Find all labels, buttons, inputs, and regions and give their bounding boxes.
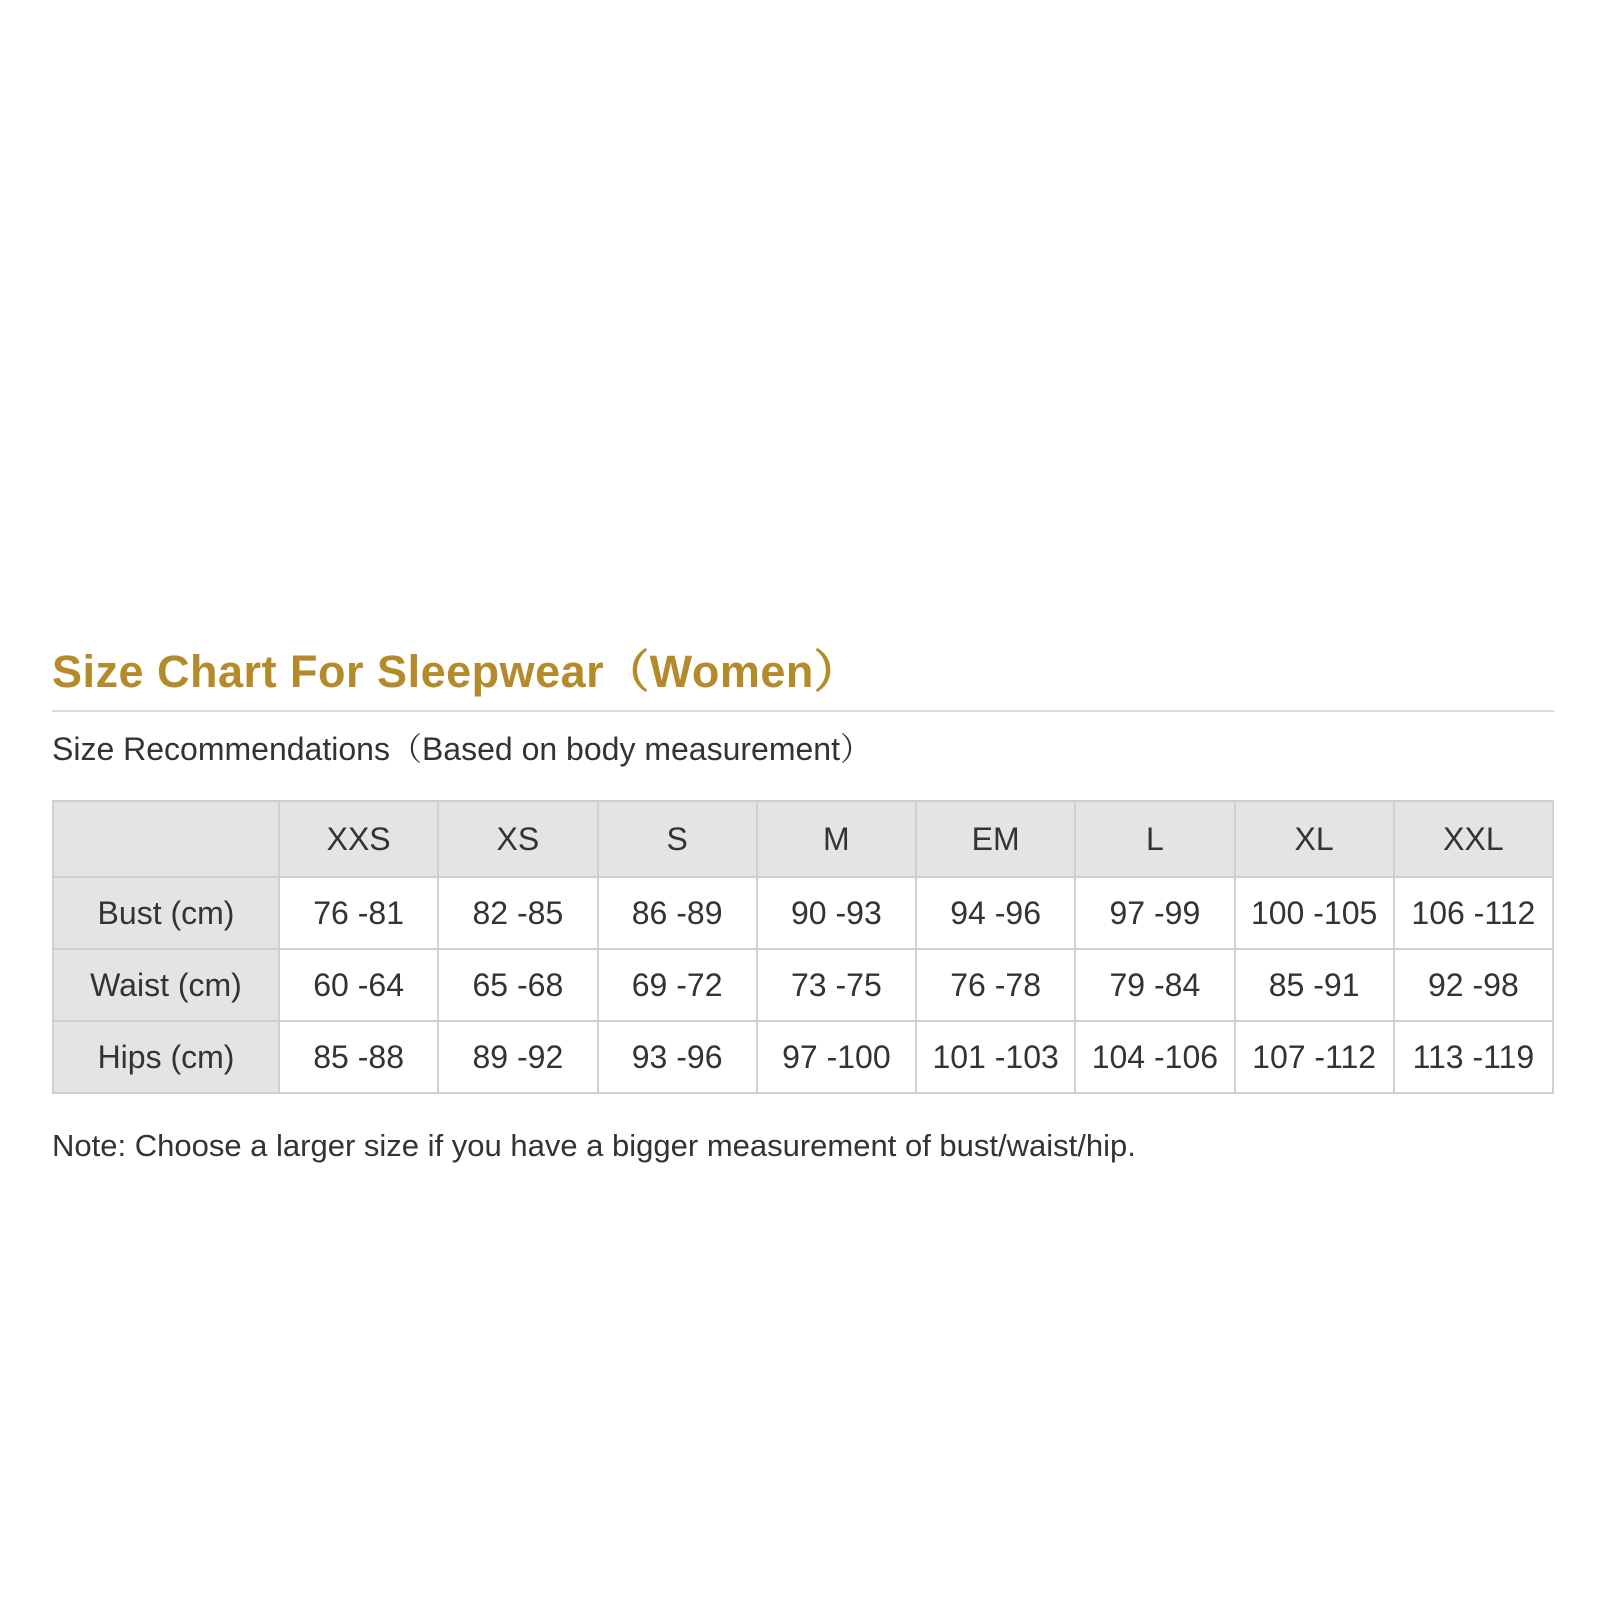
size-header-cell: S bbox=[598, 801, 757, 877]
table-cell: 90 -93 bbox=[757, 877, 916, 949]
table-cell: 106 -112 bbox=[1394, 877, 1553, 949]
table-row-hips bbox=[53, 1021, 1553, 1093]
size-header-row bbox=[53, 801, 1553, 877]
table-row-bust bbox=[53, 877, 1553, 949]
table-cell: 94 -96 bbox=[916, 877, 1075, 949]
table-row-waist bbox=[53, 949, 1553, 1021]
table-cell: 86 -89 bbox=[598, 877, 757, 949]
size-header-cell: EM bbox=[916, 801, 1075, 877]
table-cell: 73 -75 bbox=[757, 949, 916, 1021]
row-label-bust: Bust (cm) bbox=[53, 877, 279, 949]
table-cell: 100 -105 bbox=[1235, 877, 1394, 949]
size-header-cell: XXS bbox=[279, 801, 438, 877]
size-chart-section bbox=[52, 640, 1554, 1168]
table-cell: 97 -99 bbox=[1075, 877, 1234, 949]
table-cell: 85 -88 bbox=[279, 1021, 438, 1093]
table-cell: 79 -84 bbox=[1075, 949, 1234, 1021]
table-cell: 85 -91 bbox=[1235, 949, 1394, 1021]
size-header-cell: XXL bbox=[1394, 801, 1553, 877]
table-cell: 104 -106 bbox=[1075, 1021, 1234, 1093]
size-header-cell: L bbox=[1075, 801, 1234, 877]
size-header-cell: M bbox=[757, 801, 916, 877]
table-cell: 76 -78 bbox=[916, 949, 1075, 1021]
table-cell: 89 -92 bbox=[438, 1021, 597, 1093]
table-cell: 60 -64 bbox=[279, 949, 438, 1021]
table-cell: 92 -98 bbox=[1394, 949, 1553, 1021]
size-header-cell: XL bbox=[1235, 801, 1394, 877]
sizing-note: Note: Choose a larger size if you have a bigger measurement of bust/waist/hip. bbox=[52, 1128, 1136, 1163]
table-cell: 101 -103 bbox=[916, 1021, 1075, 1093]
page-title: Size Chart For Sleepwear（Women） bbox=[52, 646, 860, 697]
table-cell: 97 -100 bbox=[757, 1021, 916, 1093]
table-corner-cell bbox=[53, 801, 279, 877]
row-label-waist: Waist (cm) bbox=[53, 949, 279, 1021]
table-cell: 113 -119 bbox=[1394, 1021, 1553, 1093]
table-cell: 65 -68 bbox=[438, 949, 597, 1021]
title-divider bbox=[52, 710, 1554, 712]
size-recommendations-subtitle: Size Recommendations（Based on body measurement） bbox=[52, 731, 872, 767]
table-cell: 93 -96 bbox=[598, 1021, 757, 1093]
size-header-cell: XS bbox=[438, 801, 597, 877]
size-table bbox=[52, 800, 1554, 1094]
table-cell: 82 -85 bbox=[438, 877, 597, 949]
table-cell: 76 -81 bbox=[279, 877, 438, 949]
row-label-hips: Hips (cm) bbox=[53, 1021, 279, 1093]
table-cell: 69 -72 bbox=[598, 949, 757, 1021]
table-cell: 107 -112 bbox=[1235, 1021, 1394, 1093]
